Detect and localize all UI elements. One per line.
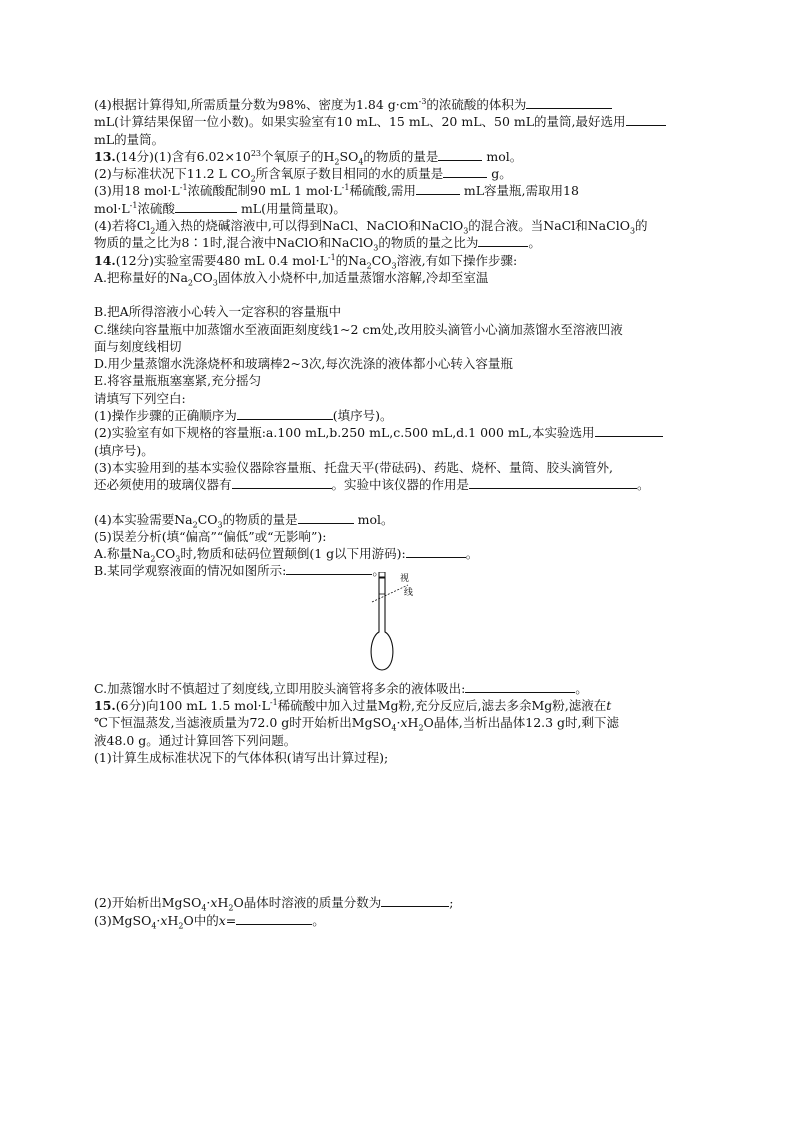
subscript: 2	[228, 903, 234, 913]
text: H	[217, 895, 229, 911]
text: 。	[528, 235, 541, 251]
text: (2)开始析出MgSO	[94, 895, 202, 911]
variable-x: x	[160, 912, 168, 928]
text: 稀硫酸,需用	[349, 183, 416, 199]
subscript: 2	[250, 174, 256, 184]
subscript: 2	[366, 261, 372, 271]
text: mL容量瓶,需取用18	[463, 183, 579, 199]
answer-blank[interactable]	[286, 562, 372, 575]
superscript: -1	[129, 200, 138, 210]
answer-blank[interactable]	[406, 545, 466, 558]
text: O中的	[183, 912, 219, 928]
text: 个氧原子的H	[261, 148, 335, 164]
text: 物质的量之比为8∶1时,混合液中NaClO和NaClO	[94, 235, 374, 251]
figure-label: 视	[400, 573, 410, 584]
superscript: 23	[250, 148, 262, 158]
text: H	[167, 912, 179, 928]
answer-blank[interactable]	[381, 894, 449, 907]
text: (填序号)。	[332, 408, 393, 424]
text: ℃下恒温蒸发,当滤液质量为72.0 g时开始析出MgSO	[94, 715, 392, 731]
text: 的物质的量是	[222, 511, 298, 527]
subscript: 4	[358, 157, 364, 167]
answer-blank[interactable]	[526, 96, 612, 109]
q14-step-d: D.用少量蒸馏水洗涤烧杯和玻璃棒2~3次,每次洗涤的液体都小心转入容量瓶	[94, 356, 513, 372]
text: A.称量Na	[94, 546, 151, 562]
text: ;	[449, 895, 454, 911]
text: (3)用18 mol·L	[94, 183, 180, 199]
flask-stopper	[379, 572, 385, 577]
subscript: 2	[187, 278, 193, 288]
subscript: 3	[175, 554, 181, 564]
answer-blank[interactable]	[438, 148, 482, 161]
q14-part-3: (3)本实验用到的基本实验仪器除容量瓶、托盘天平(带砝码)、药匙、烧杯、量筒、胶头滴管外,	[94, 459, 613, 475]
q14-intro	[94, 252, 704, 269]
text: B.某同学观察液面的情况如图所示:	[94, 563, 287, 579]
text: =	[225, 912, 237, 928]
superscript: -3	[418, 96, 427, 106]
text: 。	[637, 477, 650, 493]
answer-blank[interactable]	[416, 182, 460, 195]
figure-label: 线	[404, 587, 414, 598]
text: (4)根据计算得知,所需质量分数为98%、密度为1.84 g·cm	[94, 97, 419, 112]
text: 通入热的烧碱溶液中,可以得到NaCl、NaClO和NaClO	[155, 218, 464, 234]
q14-prompt: 请填写下列空白:	[94, 390, 186, 406]
q14-part-5-a	[94, 545, 704, 562]
text: (4)本实验需要Na	[94, 511, 193, 527]
text: g。	[491, 166, 512, 182]
text: mL(计算结果保留一位小数)。如果实验室有10 mL、15 mL、20 mL、50 mL的量筒,最好选用	[94, 114, 626, 130]
answer-blank[interactable]	[443, 165, 487, 178]
q13-line-2	[94, 165, 704, 182]
subscript: 3	[212, 278, 218, 288]
subscript: 2	[418, 723, 424, 733]
q14-part-3-cont	[94, 476, 704, 493]
text: SO	[339, 148, 359, 164]
q14-step-e: E.将容量瓶瓶塞塞紧,充分摇匀	[94, 373, 262, 389]
text: 。	[312, 912, 325, 928]
text: O晶体时溶液的质量分数为	[233, 895, 382, 911]
subscript: 4	[391, 723, 397, 733]
question-number: 15.	[94, 698, 116, 714]
answer-blank[interactable]	[237, 407, 333, 420]
variable-x: x	[400, 715, 408, 731]
text: mol。	[486, 148, 523, 164]
subscript: 4	[201, 903, 207, 913]
text: 固体放入小烧杯中,加适量蒸馏水溶解,冷却至室温	[217, 269, 489, 285]
calculation-area[interactable]	[94, 766, 704, 894]
text: (2)与标准状况下11.2 L CO	[94, 166, 251, 182]
answer-blank[interactable]	[232, 476, 332, 489]
text: 。实验中该仪器的作用是	[331, 477, 470, 493]
text: (12分)实验室需要480 mL 0.4 mol·L	[115, 252, 328, 268]
exam-page	[94, 96, 704, 929]
variable-x: x	[210, 895, 218, 911]
subscript: 2	[192, 520, 198, 530]
q12-4-line-1	[94, 96, 704, 113]
superscript: -1	[269, 697, 278, 707]
text: ·	[396, 715, 401, 731]
answer-blank[interactable]	[626, 113, 666, 126]
subscript: 3	[463, 226, 469, 236]
flask-diagram	[366, 572, 436, 680]
text: 所含氧原子数目相同的水的质量是	[255, 166, 444, 182]
text: ·	[206, 895, 211, 911]
answer-blank[interactable]	[478, 234, 528, 247]
q14-step-a	[94, 269, 704, 286]
flask-body	[371, 578, 393, 670]
text: 的	[635, 218, 648, 234]
spacer	[94, 286, 704, 303]
q14-step-c-1: C.继续向容量瓶中加蒸馏水至液面距刻度线1~2 cm处,改用胶头滴管小心滴加蒸馏水至溶液凹液	[94, 321, 623, 337]
text: 时,物质和砝码位置颠倒(1 g以下用游码):	[180, 546, 406, 562]
text: O晶体,当析出晶体12.3 g时,剩下滤	[423, 715, 620, 731]
subscript: 3	[629, 226, 636, 236]
text: A.把称量好的Na	[94, 269, 188, 285]
answer-blank[interactable]	[465, 680, 575, 693]
q12-4-line-2	[94, 113, 704, 130]
text: 浓硫酸配制90 mL 1 mol·L	[187, 183, 342, 199]
text: 稀硫酸中加入过量Mg粉,充分反应后,滤去多余Mg粉,滤液在	[277, 698, 607, 714]
subscript: 3	[217, 520, 223, 530]
q13-line-4	[94, 200, 704, 217]
q13-line-1	[94, 148, 704, 165]
text: 还必须使用的玻璃仪器有	[94, 477, 232, 493]
superscript: -1	[341, 183, 350, 193]
answer-blank[interactable]	[595, 424, 663, 437]
sight-line	[372, 585, 408, 602]
answer-blank[interactable]	[236, 912, 312, 925]
q15-part-1: (1)计算生成标准状况下的气体体积(请写出计算过程);	[94, 749, 389, 765]
q15-part-3	[94, 912, 704, 929]
text: CO	[192, 269, 213, 285]
text: (4)若将Cl	[94, 218, 151, 234]
subscript: 4	[151, 921, 157, 930]
subscript: 2	[334, 157, 340, 167]
text: 。	[372, 563, 385, 579]
text: C.加蒸馏水时不慎超过了刻度线,立即用胶头滴管将多余的液体吸出:	[94, 680, 466, 696]
text: CO	[197, 511, 218, 527]
q14-part-5: (5)误差分析(填“偏高”“偏低”或“无影响”):	[94, 528, 327, 544]
spacer	[94, 494, 704, 511]
q14-step-c-2: 面与刻度线相切	[94, 338, 182, 354]
answer-blank[interactable]	[175, 200, 237, 213]
text: 的混合液。当NaCl和NaClO	[468, 218, 630, 234]
text: (1)操作步骤的正确顺序为	[94, 408, 237, 424]
text: 的浓硫酸的体积为	[426, 97, 527, 112]
text: CO	[371, 252, 392, 268]
q13-line-5	[94, 217, 704, 234]
variable-t: t	[606, 698, 612, 714]
q14-part-1	[94, 407, 704, 424]
q14-part-5-c	[94, 680, 704, 697]
text: mol。	[357, 511, 394, 527]
q14-part-2-cont: (填序号)。	[94, 442, 154, 458]
text: 溶液,有如下操作步骤:	[396, 252, 518, 268]
answer-blank[interactable]	[298, 511, 354, 524]
subscript: 2	[150, 554, 156, 564]
text: mL(用量筒量取)。	[240, 200, 346, 216]
subscript: 3	[391, 261, 397, 271]
subscript: 2	[150, 226, 156, 236]
superscript: -1	[327, 252, 336, 262]
text: 。	[575, 680, 588, 696]
superscript: -1	[179, 183, 188, 193]
q15-line-1	[94, 697, 704, 714]
text: (14分)(1)含有6.02×10	[115, 148, 251, 164]
question-number: 13.	[94, 148, 116, 164]
text: (6分)向100 mL 1.5 mol·L	[115, 698, 270, 714]
answer-blank[interactable]	[469, 476, 637, 489]
subscript: 3	[373, 243, 379, 253]
q13-line-6	[94, 234, 704, 251]
variable-x: x	[218, 912, 226, 928]
text: 。	[465, 546, 479, 562]
subscript: 2	[178, 921, 184, 930]
text: (3)MgSO	[94, 912, 152, 928]
q15-line-3: 液48.0 g。通过计算回答下列问题。	[94, 732, 297, 748]
text: 的物质的量是	[363, 148, 439, 164]
q12-4-line-3: mL的量筒。	[94, 131, 165, 147]
question-number: 14.	[94, 252, 116, 268]
q15-line-2	[94, 714, 704, 731]
text: ·	[156, 912, 161, 928]
text: 的物质的量之比为	[378, 235, 479, 251]
q13-line-3	[94, 182, 704, 199]
text: 浓硫酸	[137, 200, 175, 216]
q14-step-b: B.把A所得溶液小心转入一定容积的容量瓶中	[94, 304, 342, 320]
text: mol·L	[94, 200, 130, 216]
text: (2)实验室有如下规格的容量瓶:a.100 mL,b.250 mL,c.500 mL,d.1 000 mL,本实验选用	[94, 425, 595, 441]
q14-part-4	[94, 511, 704, 528]
q15-part-2	[94, 894, 704, 911]
q14-part-2	[94, 424, 704, 441]
text: CO	[155, 546, 176, 562]
figure-volumetric-flask	[94, 573, 704, 680]
text: 的Na	[335, 252, 367, 268]
text: H	[407, 715, 419, 731]
